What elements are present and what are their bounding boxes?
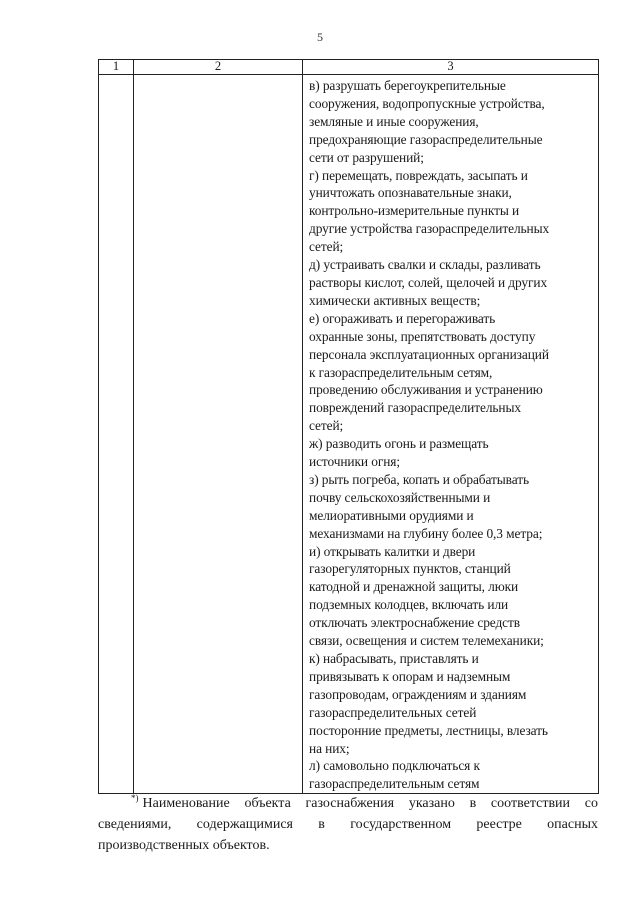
cell-text-line: ж) разводить огонь и размещать xyxy=(309,436,489,452)
cell-text-line: персонала эксплуатационных организаций xyxy=(309,346,549,362)
cell-text-line: е) огораживать и перегораживать xyxy=(309,310,496,326)
cell-text-line: катодной и дренажной защиты, люки xyxy=(309,579,519,595)
cell-text-line: почву сельскохозяйственными и xyxy=(309,489,491,505)
cell-text-line: к газораспределительным сетям, xyxy=(309,364,493,380)
cell-text-line: растворы кислот, солей, щелочей и других xyxy=(309,274,548,290)
table-header-row xyxy=(99,60,599,75)
table-cell-col1 xyxy=(99,75,134,794)
cell-text-line: повреждений газораспределительных xyxy=(309,400,521,416)
cell-text-line: сетей; xyxy=(309,418,344,434)
cell-text-line: охранные зоны, препятствовать доступу xyxy=(309,328,536,344)
cell-text-line: и) открывать калитки и двери xyxy=(309,543,476,559)
cell-text-line: другие устройства газораспределительных xyxy=(309,221,550,237)
cell-text-line: к) набрасывать, приставлять и xyxy=(309,651,479,666)
page-number: 5 xyxy=(317,30,323,44)
cell-text-line: проведению обслуживания и устранению xyxy=(309,382,543,398)
table-row xyxy=(99,75,599,794)
cell-text-line: з) рыть погреба, копать и обрабатывать xyxy=(309,471,529,487)
cell-text-line: газораспределительным сетям xyxy=(309,776,480,792)
table-cell-col3 xyxy=(303,75,599,794)
cell-text-line: отключать электроснабжение средств xyxy=(309,615,520,631)
cell-text-line: источники огня; xyxy=(309,454,400,470)
footnote-line-1 xyxy=(98,793,598,814)
column-header-2: 2 xyxy=(134,60,303,75)
cell-text-line: газораспределительных сетей xyxy=(309,704,477,720)
cell-text-line: контрольно-измерительные пункты и xyxy=(309,203,520,219)
cell-text-line: д) устраивать свалки и склады, разливать xyxy=(309,257,541,273)
cell-text-line: связи, освещения и систем телемеханики; xyxy=(309,633,544,649)
footnote-text-1: Наименование объекта газоснабжения указано в соответствии со xyxy=(142,796,598,811)
cell-text-line: мелиоративными орудиями и xyxy=(309,507,474,523)
footnote-line-3: производственных объектов. xyxy=(98,838,270,853)
cell-text-line: на них; xyxy=(309,740,350,756)
cell-text-line: земляные и иные сооружения, xyxy=(309,113,479,129)
cell-text-line: предохраняющие газораспределительные xyxy=(309,131,543,147)
cell-text-line: сооружения, водопропускные устройства, xyxy=(309,95,545,111)
cell-text-line: в) разрушать берегоукрепительные xyxy=(309,78,506,93)
table-cell-col2 xyxy=(134,75,303,794)
cell-text-line: посторонние предметы, лестницы, влезать xyxy=(309,722,548,738)
cell-text-line: л) самовольно подключаться к xyxy=(309,758,480,774)
cell-text-line: газорегуляторных пунктов, станций xyxy=(309,561,511,577)
footnote-line-2: сведениями, содержащимися в государственном реестре опасных xyxy=(98,817,598,832)
cell-text-line: привязывать к опорам и надземным xyxy=(309,668,511,684)
column-header-1: 1 xyxy=(99,60,134,75)
cell-text-line: г) перемещать, повреждать, засыпать и xyxy=(309,167,528,183)
cell-text-line: газопроводам, ограждениям и зданиям xyxy=(309,686,527,702)
cell-text-line: подземных колодцев, включать или xyxy=(309,597,509,613)
document-table xyxy=(98,59,599,794)
cell-text-line: механизмами на глубину более 0,3 метра; xyxy=(309,525,543,541)
cell-text-line: химически активных веществ; xyxy=(309,292,481,308)
column-header-3: 3 xyxy=(303,60,599,75)
cell-text-line: сетей; xyxy=(309,239,344,255)
cell-text-line: уничтожать опознавательные знаки, xyxy=(309,185,512,201)
footnote xyxy=(98,793,598,856)
cell-text-line: сети от разрушений; xyxy=(309,149,424,165)
footnote-marker: *) xyxy=(131,793,139,804)
